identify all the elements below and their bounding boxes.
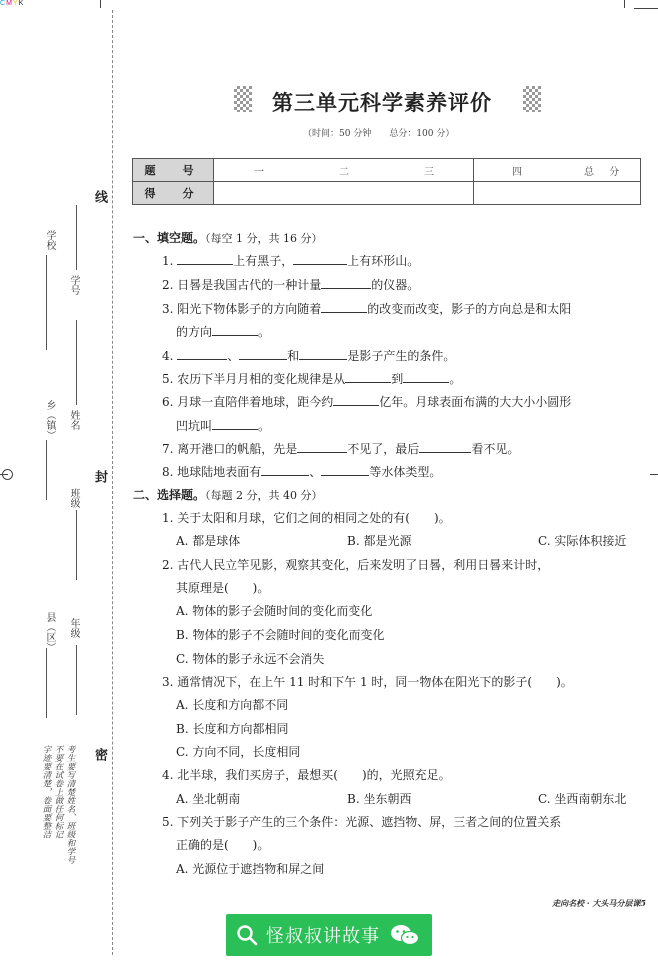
- title-decoration-right: [523, 86, 541, 112]
- blank[interactable]: [321, 301, 367, 313]
- fill-q3: 3. 阳光下物体影子的方向随着 的改变而改变，影子的方向总是和太阳: [162, 302, 572, 316]
- col-3: 三: [424, 167, 434, 178]
- col-1: 一: [254, 167, 264, 178]
- fill-q4: 4. 、 和 是影子产生的条件。: [162, 349, 456, 363]
- section-choice-heading: 二、选择题。（每题 2 分，共 40 分）: [133, 488, 323, 502]
- choice-q2-option-a[interactable]: A. 物体的影子会随时间的变化而变化: [176, 604, 373, 618]
- margin-mark-seal: 封: [92, 470, 107, 483]
- crop-mark: [650, 474, 658, 475]
- row-label-question: 题 号: [133, 159, 214, 182]
- choice-q3-option-a[interactable]: A. 长度和方向都不同: [176, 698, 289, 712]
- choice-q2-cont: 其原理是( )。: [176, 581, 270, 595]
- blank-school[interactable]: [46, 255, 47, 350]
- blank[interactable]: [293, 253, 347, 265]
- choice-q3-option-c[interactable]: C. 方向不同，长度相同: [176, 745, 301, 759]
- wechat-icon: [390, 923, 420, 947]
- exam-time-info: （时间：50 分钟 总分：100 分）: [303, 129, 455, 139]
- choice-q4-option-c[interactable]: C. 坐西南朝东北: [538, 792, 627, 806]
- choice-q1-option-c[interactable]: C. 实际体积接近: [538, 534, 627, 548]
- crop-mark: [100, 0, 101, 8]
- blank-grade[interactable]: [76, 645, 77, 715]
- choice-q4-option-a[interactable]: A. 坐北朝南: [176, 792, 241, 806]
- watermark-text: 怪叔叔讲故事: [266, 926, 380, 947]
- choice-q2-option-b[interactable]: B. 物体的影子不会随时间的变化而变化: [176, 628, 385, 642]
- choice-q1-option-b[interactable]: B. 都是光源: [347, 534, 412, 548]
- label-class: 班级: [68, 488, 79, 508]
- blank-name[interactable]: [76, 320, 77, 405]
- choice-q4: 4. 北半球，我们买房子，最想买( )的，光照充足。: [162, 768, 451, 782]
- fill-q2: 2. 日晷是我国古代的一种计量 的仪器。: [162, 278, 420, 292]
- choice-q3: 3. 通常情况下，在上午 11 时和下午 1 时，同一物体在阳光下的影子( )。: [162, 675, 573, 689]
- blank[interactable]: [212, 418, 258, 430]
- col-total: 总 分: [584, 167, 626, 178]
- choice-q1-option-a[interactable]: A. 都是球体: [176, 534, 241, 548]
- label-county: 县（区）: [44, 612, 55, 652]
- fill-q1: 1. 上有黑子， 上有环形山。: [162, 254, 420, 268]
- choice-q5-cont: 正确的是( )。: [176, 838, 270, 852]
- fill-q5: 5. 农历下半月月相的变化规律是从 到 。: [162, 372, 462, 386]
- binding-cut-line: [112, 10, 113, 955]
- fill-q8: 8. 地球陆地表面有 、 等水体类型。: [162, 465, 442, 479]
- cmyk-marks: CMYK: [0, 0, 25, 7]
- watermark-banner[interactable]: [226, 914, 432, 956]
- blank[interactable]: [212, 324, 258, 336]
- col-2: 二: [339, 167, 349, 178]
- label-grade: 年级: [68, 618, 79, 638]
- crop-mark: [624, 0, 625, 8]
- blank[interactable]: [345, 371, 391, 383]
- blank[interactable]: [321, 464, 369, 476]
- publisher-footer: 走向名校 · 大头马分层课5: [552, 898, 646, 908]
- choice-q5: 5. 下列关于影子产生的三个条件：光源、遮挡物、屏，三者之间的位置关系: [162, 815, 562, 829]
- blank[interactable]: [239, 348, 287, 360]
- blank[interactable]: [321, 277, 371, 289]
- row-label-score: 得 分: [133, 182, 214, 205]
- blank[interactable]: [297, 441, 347, 453]
- fill-q7: 7. 离开港口的帆船，先是 不见了，最后 看不见。: [162, 442, 520, 456]
- score-header-cols-right: [474, 159, 641, 182]
- registration-circle: [2, 469, 13, 480]
- margin-mark-line: 线: [92, 190, 107, 203]
- choice-q3-option-b[interactable]: B. 长度和方向都相同: [176, 722, 289, 736]
- fill-q6: 6. 月球一直陪伴着地球，距今约 亿年。月球表面布满的大大小小圆形: [162, 395, 572, 409]
- choice-q5-option-a[interactable]: A. 光源位于遮挡物和屏之间: [176, 862, 325, 876]
- blank[interactable]: [419, 441, 471, 453]
- blank[interactable]: [403, 371, 449, 383]
- margin-mark-secret: 密: [92, 748, 107, 761]
- fill-q3-cont: 的方向 。: [176, 325, 271, 339]
- crop-mark: [634, 8, 658, 9]
- label-town: 乡（镇）: [44, 400, 55, 440]
- score-table: [132, 158, 641, 205]
- blank[interactable]: [177, 348, 227, 360]
- score-cell-4-total[interactable]: [474, 182, 641, 205]
- section-fill-blank-heading: 一、填空题。（每空 1 分，共 16 分）: [133, 231, 323, 245]
- exam-notice: 考生要写清楚姓名、班级和学号 不要在试卷上做任何标记 字迹要清楚，卷面要整洁: [41, 745, 75, 864]
- blank-student-no[interactable]: [76, 205, 77, 270]
- search-icon: [236, 924, 258, 946]
- label-name: 姓名: [68, 410, 79, 430]
- blank[interactable]: [261, 464, 309, 476]
- score-header-cols: [214, 159, 474, 182]
- blank-class[interactable]: [76, 510, 77, 580]
- label-school: 学校: [44, 230, 55, 250]
- fill-q6-cont: 凹坑叫 。: [176, 419, 271, 433]
- score-cell-1-3[interactable]: [214, 182, 474, 205]
- label-student-no: 学号: [68, 275, 79, 295]
- choice-q1: 1. 关于太阳和月球，它们之间的相同之处的有( )。: [162, 511, 451, 525]
- page-title: 第三单元科学素养评价: [272, 91, 492, 115]
- blank-town[interactable]: [46, 440, 47, 500]
- col-4: 四: [512, 167, 522, 178]
- choice-q2-option-c[interactable]: C. 物体的影子永远不会消失: [176, 652, 325, 666]
- blank[interactable]: [177, 253, 233, 265]
- choice-q2: 2. 古代人民立竿见影，观察其变化，后来发明了日晷，利用日晷来计时，: [162, 558, 550, 572]
- blank[interactable]: [299, 348, 347, 360]
- blank[interactable]: [333, 394, 379, 406]
- blank-county[interactable]: [46, 648, 47, 718]
- choice-q4-option-b[interactable]: B. 坐东朝西: [347, 792, 412, 806]
- title-decoration-left: [234, 86, 252, 112]
